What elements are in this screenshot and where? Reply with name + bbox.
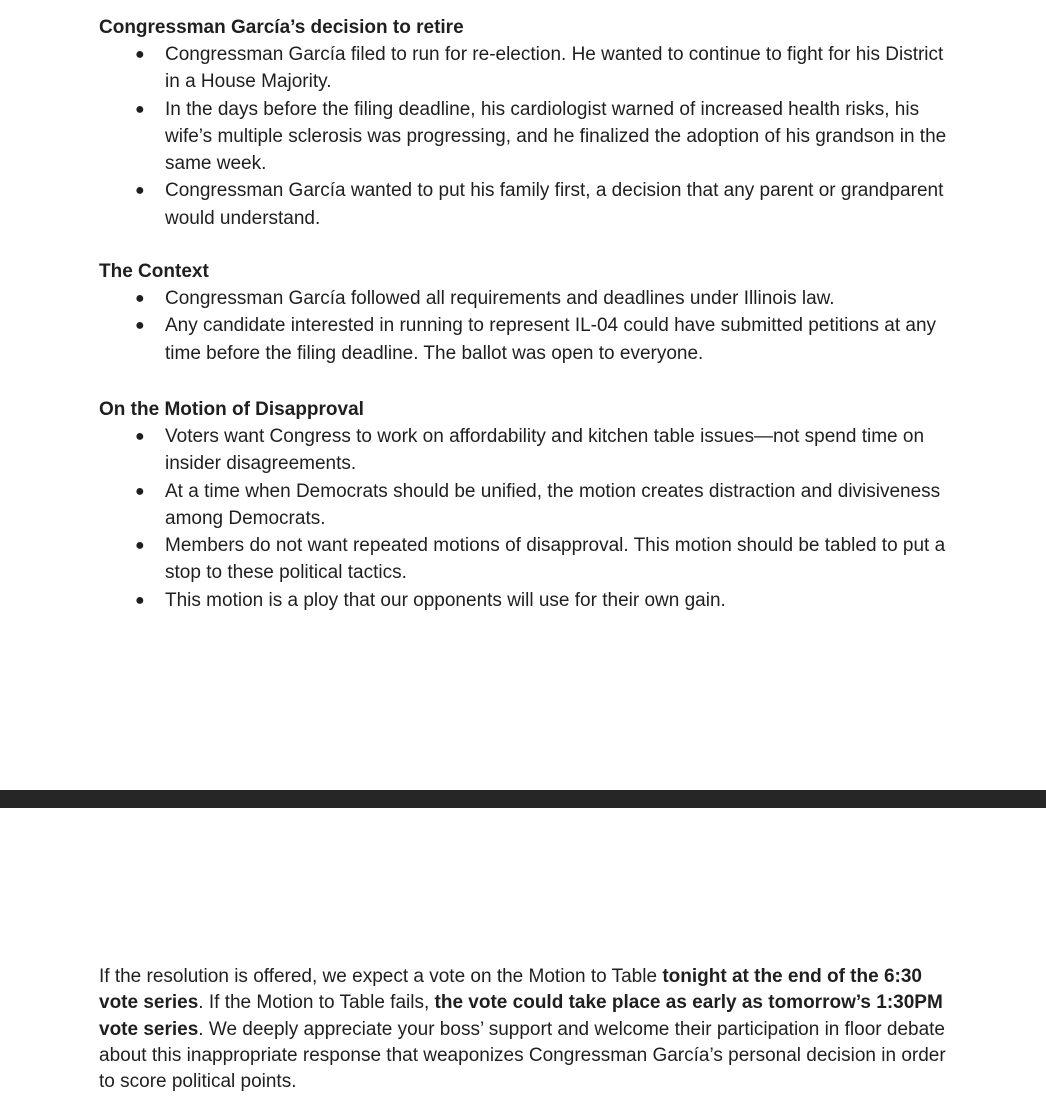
list-item (99, 423, 959, 478)
closing-bold-text: tonight at the end of the 6:30 vote series (99, 966, 922, 1014)
list-item-text: Any candidate interested in running to represent IL-04 could have submitted petitions at any time before the filing deadline. The ballot was open to everyone. (165, 315, 937, 364)
bullet-icon: ● (135, 182, 145, 200)
bullet-icon: ● (135, 100, 145, 118)
section-heading: On the Motion of Disapproval (99, 399, 364, 420)
list-item (99, 532, 959, 587)
list-item-text: Congressman García followed all requirements and deadlines under Illinois law. (165, 288, 835, 309)
bullet-icon: ● (135, 537, 145, 555)
bullet-list (99, 285, 959, 367)
document-page-2 (0, 808, 1046, 1106)
section-decision-to-retire (99, 14, 959, 232)
page-break (0, 790, 1046, 808)
closing-text: If the resolution is offered, we expect a vote on the Motion to Table (99, 966, 663, 987)
section-heading: The Context (99, 261, 209, 282)
list-item (99, 478, 959, 533)
bullet-icon: ● (135, 428, 145, 445)
closing-bold-text: the vote could take place as early as tomorrow’s 1:30PM vote series (99, 992, 943, 1040)
list-item (99, 177, 959, 232)
list-item-text: Congressman García filed to run for re-election. He wanted to continue to fight for his District in a House Majority. (165, 44, 944, 93)
list-item-text: Members do not want repeated motions of disapproval. This motion should be tabled to put a stop to these political tactics. (165, 535, 946, 584)
list-item-text: This motion is a ploy that our opponents will use for their own gain. (165, 589, 726, 611)
bullet-icon: ● (135, 46, 145, 63)
closing-text: . We deeply appreciate your boss’ support and welcome their participation in floor debate about this inappropriate response that weaponizes Congressman García’s personal decision in order to score political points. (99, 1018, 946, 1093)
list-item (99, 312, 959, 367)
section-heading: Congressman García’s decision to retire (99, 17, 464, 38)
list-item-text: Congressman García wanted to put his family first, a decision that any parent or grandparent would understand. (165, 180, 944, 229)
bullet-icon: ● (135, 591, 145, 609)
list-item (99, 285, 959, 312)
list-item-text: In the days before the filing deadline, his cardiologist warned of increased health risks, his wife’s multiple sclerosis was progressing, and he finalized the adoption of his grandson in the same week. (165, 98, 947, 175)
bullet-list (99, 423, 959, 614)
bullet-icon: ● (135, 290, 145, 307)
bullet-icon: ● (135, 317, 145, 335)
list-item (99, 96, 959, 178)
list-item-text: Voters want Congress to work on affordability and kitchen table issues—not spend time on insider disagreements. (165, 426, 925, 475)
list-item-text: At a time when Democrats should be unified, the motion creates distraction and divisiveness among Democrats. (165, 480, 941, 529)
closing-text: . If the Motion to Table fails, (198, 992, 435, 1014)
section-context (99, 258, 959, 367)
bullet-list (99, 41, 959, 232)
list-item (99, 587, 959, 614)
list-item (99, 41, 959, 96)
section-motion-of-disapproval (99, 396, 959, 614)
closing-paragraph (99, 964, 949, 1095)
bullet-icon: ● (135, 482, 145, 500)
